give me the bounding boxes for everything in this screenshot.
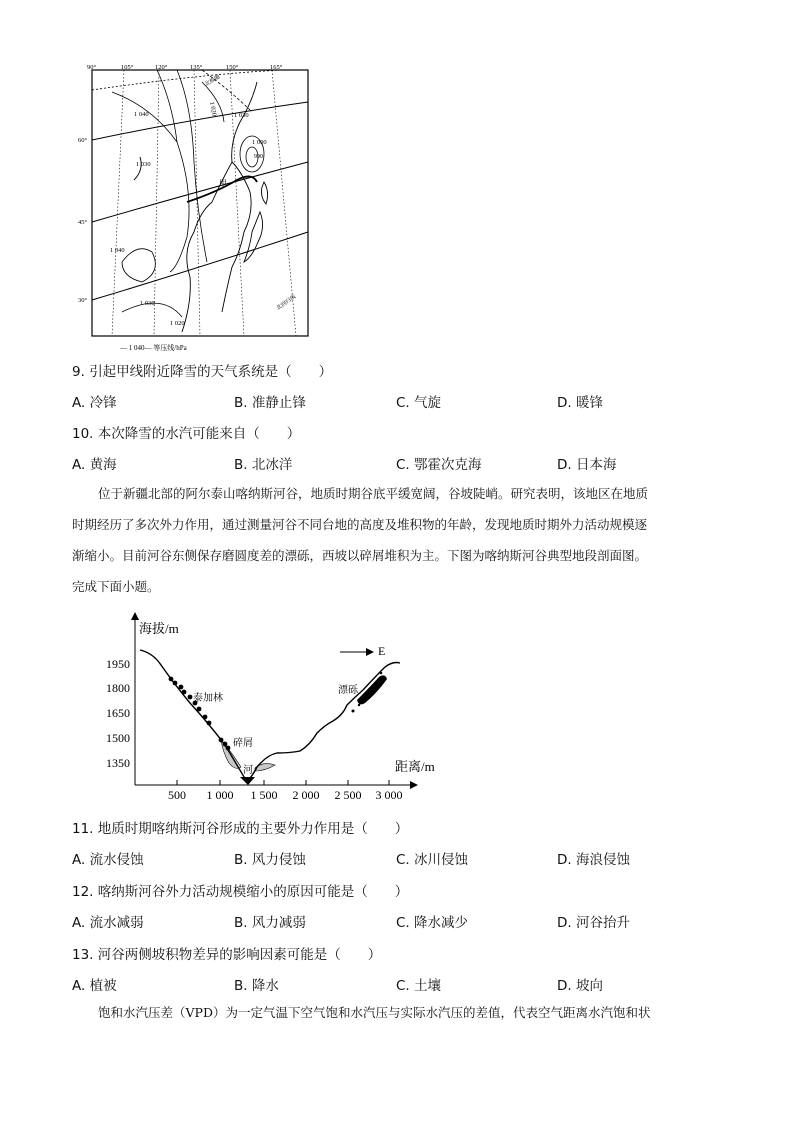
y-tick-label: 1650 xyxy=(106,706,130,720)
question-12 xyxy=(72,880,408,900)
x-tick-label: 2 500 xyxy=(334,788,362,802)
option-d[interactable]: D. 暖锋 xyxy=(557,395,603,411)
y-tick-label: 1500 xyxy=(106,731,130,745)
option-a[interactable]: A. 植被 xyxy=(72,978,117,994)
question-11 xyxy=(72,817,408,837)
isobar-label: 1 030 xyxy=(234,112,249,119)
option-a[interactable]: A. 冷锋 xyxy=(72,395,117,411)
arctic-circle-label: 北极圈 xyxy=(204,74,222,88)
lon-label: 105° xyxy=(121,64,134,71)
isobar-label: 1 040 xyxy=(134,111,149,118)
tropic-label: 北回归线 xyxy=(275,294,298,312)
lat-label: 45° xyxy=(78,219,88,226)
option-b[interactable]: B. 风力侵蚀 xyxy=(234,852,306,868)
map-legend: — 1 040— 等压线/hPa xyxy=(120,344,187,352)
question-number: 12. xyxy=(72,884,94,900)
option-b[interactable]: B. 准静止锋 xyxy=(234,395,306,411)
question-text: 引起甲线附近降雪的天气系统是（ ） xyxy=(89,364,333,380)
lat-label: 30° xyxy=(78,297,88,304)
question-9 xyxy=(72,360,332,380)
passage-line: 渐缩小。目前河谷东侧保存磨圆度差的漂砾，西坡以碎屑堆积为主。下图为喀纳斯河谷典型地段剖面图。 xyxy=(72,548,648,563)
vpd-paragraph xyxy=(72,997,722,1028)
option-c[interactable]: C. 冰川侵蚀 xyxy=(396,852,469,868)
x-tick-label: 1 500 xyxy=(250,788,278,802)
option-a[interactable]: A. 流水减弱 xyxy=(72,915,144,931)
x-tick-label: 2 000 xyxy=(292,788,320,802)
lon-label: 165° xyxy=(270,64,283,71)
terrain-line xyxy=(140,650,400,782)
lat-label: 60° xyxy=(78,137,88,144)
isobar-label: 1 020 xyxy=(170,320,185,327)
option-b[interactable]: B. 北冰洋 xyxy=(234,457,293,473)
isobar-label: 990 xyxy=(254,154,263,160)
question-text: 地质时期喀纳斯河谷形成的主要外力作用是（ ） xyxy=(97,821,409,837)
option-b[interactable]: B. 降水 xyxy=(234,978,279,994)
lon-label: 90° xyxy=(87,64,97,71)
isobar-label: 1 040 xyxy=(110,247,125,254)
option-d[interactable]: D. 坡向 xyxy=(557,978,603,994)
passage-line: 位于新疆北部的阿尔泰山喀纳斯河谷，地质时期谷底平缓宽阔，谷坡陡峭。研究表明，该地区在地质 xyxy=(98,486,649,501)
x-tick-label: 500 xyxy=(168,788,186,802)
isobar-label: 1 000 xyxy=(252,139,267,146)
option-d[interactable]: D. 日本海 xyxy=(557,457,617,473)
debris-label: 碎屑 xyxy=(233,738,253,749)
front-label: 甲 xyxy=(219,179,227,188)
question-number: 9. xyxy=(72,364,85,380)
question-number: 11. xyxy=(72,821,94,837)
boulder-label: 漂砾 xyxy=(338,685,358,696)
passage-line: 完成下面小题。 xyxy=(72,579,160,594)
option-a[interactable]: A. 黄海 xyxy=(72,457,117,473)
isobar-label: 1 020 xyxy=(208,101,218,117)
y-tick-label: 1800 xyxy=(106,681,130,695)
lon-label: 120° xyxy=(155,64,168,71)
direction-label: E xyxy=(378,644,386,658)
y-tick-label: 1950 xyxy=(106,657,130,671)
question-number: 13. xyxy=(72,947,94,963)
option-d[interactable]: D. 河谷抬升 xyxy=(557,915,630,931)
isobar-label: 1 030 xyxy=(140,300,155,307)
question-text: 本次降雪的水汽可能来自（ ） xyxy=(97,426,301,442)
question-13 xyxy=(72,943,381,963)
passage xyxy=(72,478,722,602)
x-tick-label: 3 000 xyxy=(375,788,403,802)
y-tick-label: 1350 xyxy=(106,756,130,770)
isobar-label: 1 030 xyxy=(136,161,151,168)
option-d[interactable]: D. 海浪侵蚀 xyxy=(557,852,630,868)
option-c[interactable]: C. 鄂霍次克海 xyxy=(396,457,482,473)
question-number: 10. xyxy=(72,426,94,442)
x-tick-label: 1 000 xyxy=(206,788,234,802)
option-b[interactable]: B. 风力减弱 xyxy=(234,915,306,931)
option-c[interactable]: C. 气旋 xyxy=(396,395,442,411)
option-a[interactable]: A. 流水侵蚀 xyxy=(72,852,144,868)
passage-line: 时期经历了多次外力作用，通过测量河谷不同台地的高度及堆积物的年龄，发现地质时期外力活动规模逐 xyxy=(72,517,648,532)
x-axis-label: 距离/m xyxy=(395,759,435,774)
option-c[interactable]: C. 降水减少 xyxy=(396,915,469,931)
weather-map xyxy=(78,62,314,362)
debris-deposit-east xyxy=(255,764,275,771)
y-axis-label: 海拔/m xyxy=(139,621,179,636)
question-text: 河谷两侧坡积物差异的影响因素可能是（ ） xyxy=(97,947,382,963)
forest-label: 泰加林 xyxy=(193,693,223,704)
option-c[interactable]: C. 土壤 xyxy=(396,978,442,994)
question-10 xyxy=(72,422,300,442)
lon-label: 150° xyxy=(226,64,239,71)
river-label: 河 xyxy=(243,765,253,776)
question-text: 喀纳斯河谷外力活动规模缩小的原因可能是（ ） xyxy=(97,884,409,900)
valley-profile xyxy=(95,605,435,810)
paragraph-line: 饱和水汽压差（VPD）为一定气温下空气饱和水汽压与实际水汽压的差值，代表空气距离水汽饱和状 xyxy=(98,1005,651,1020)
lon-label: 135° xyxy=(190,64,203,71)
